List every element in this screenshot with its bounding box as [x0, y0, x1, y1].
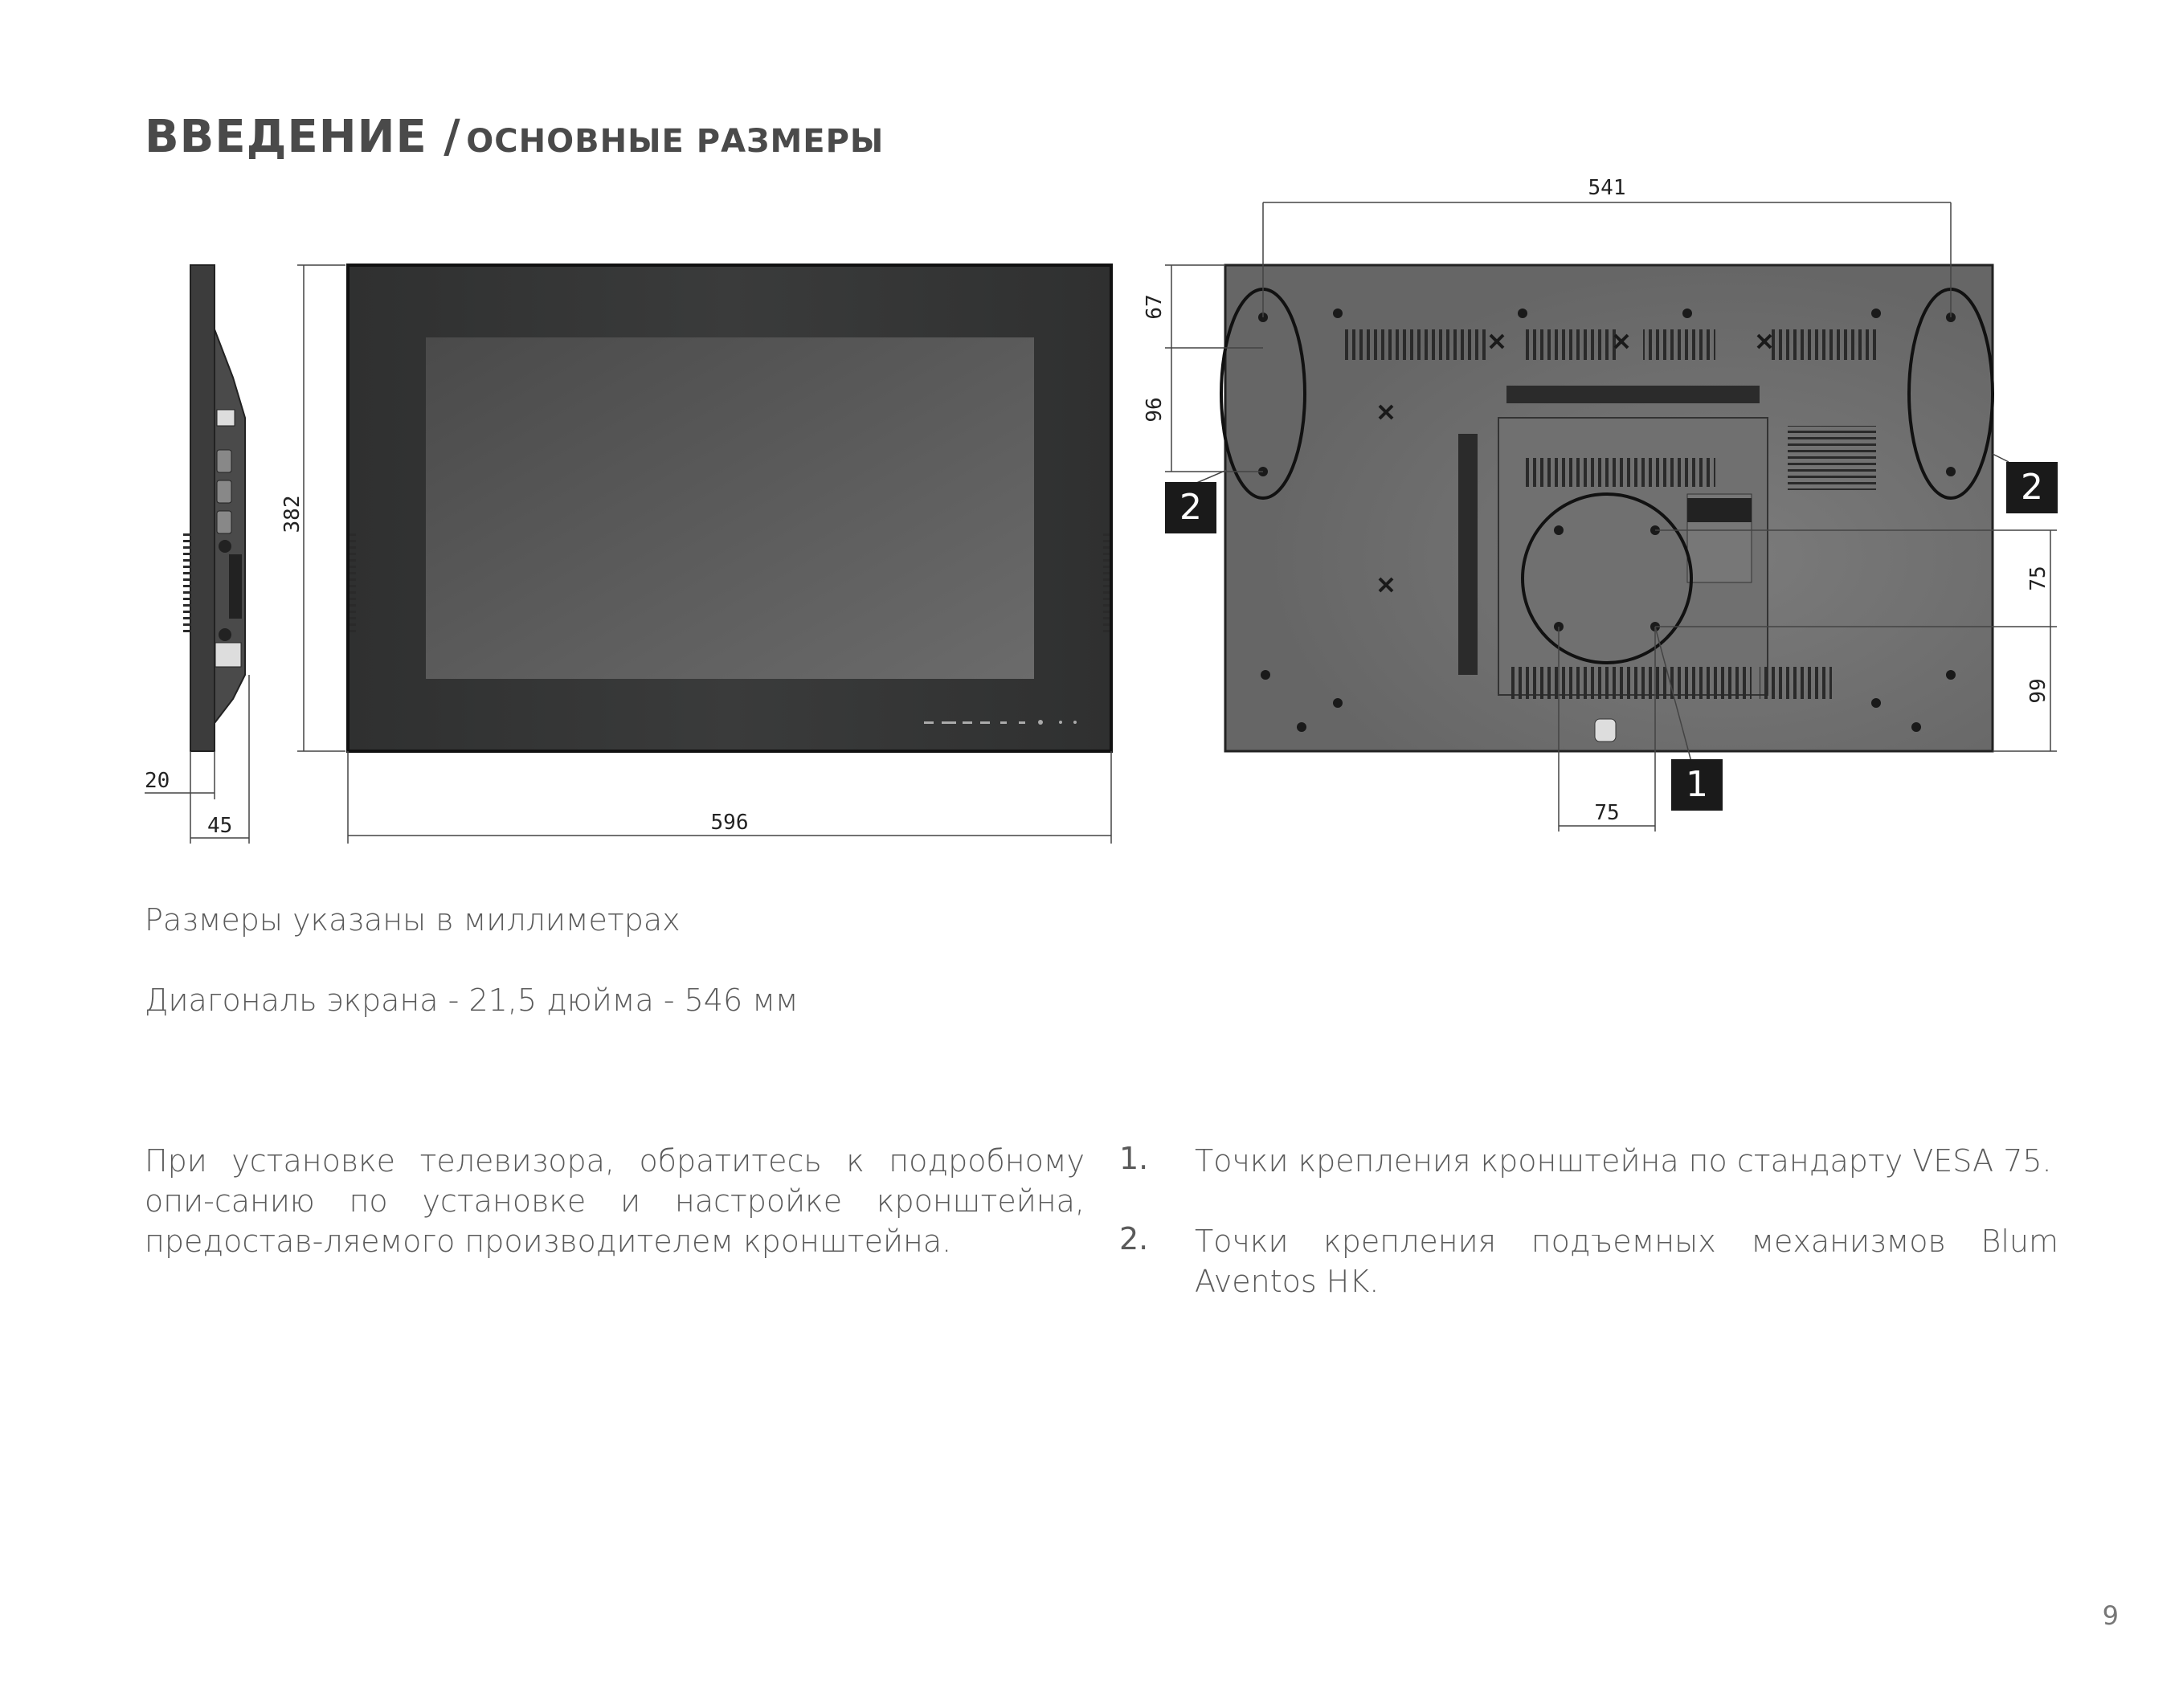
list-item-number: 1. [1119, 1141, 1149, 1176]
dim-rear-blum-spacing: 96 [1143, 397, 1167, 423]
list-item-text: Точки крепления кронштейна по стандарту VESA 75. [1195, 1143, 2052, 1179]
dim-side-depth: 20 [145, 769, 170, 793]
front-view [348, 265, 1111, 751]
dim-vesa-bottom: 99 [2026, 678, 2050, 704]
install-note: При установке телевизора, обратитесь к подробному опи-санию по установке и настройке кронштейна, предостав-ляемого производителем кронштейна. [145, 1143, 1085, 1259]
dim-vesa-horizontal: 75 [1594, 801, 1620, 825]
title-main: ВВЕДЕНИЕ / [145, 111, 461, 163]
dim-vesa-vertical: 75 [2026, 566, 2050, 591]
dim-side-total: 45 [207, 814, 233, 838]
callout-blum-left: 2 [1165, 482, 1216, 533]
title-sub: ОСНОВНЫЕ РАЗМЕРЫ [466, 123, 885, 160]
dim-front-height: 382 [280, 495, 305, 533]
callout-vesa: 1 [1671, 759, 1723, 811]
dim-rear-width: 541 [1588, 176, 1626, 200]
diagonal-note: Диагональ экрана - 21,5 дюйма - 546 мм [145, 983, 799, 1018]
page-number: 9 [2102, 1600, 2119, 1631]
list-item-text: Точки крепления подъемных механизмов Blum Aventos HK. [1195, 1224, 2058, 1299]
list-item-number: 2. [1119, 1221, 1149, 1256]
side-view [183, 265, 245, 751]
units-note: Размеры указаны в миллиметрах [145, 902, 681, 938]
rear-view [1221, 265, 1993, 751]
dim-front-width: 596 [710, 811, 749, 835]
dim-rear-top-offset: 67 [1143, 294, 1167, 320]
callout-blum-right: 2 [2006, 462, 2058, 513]
